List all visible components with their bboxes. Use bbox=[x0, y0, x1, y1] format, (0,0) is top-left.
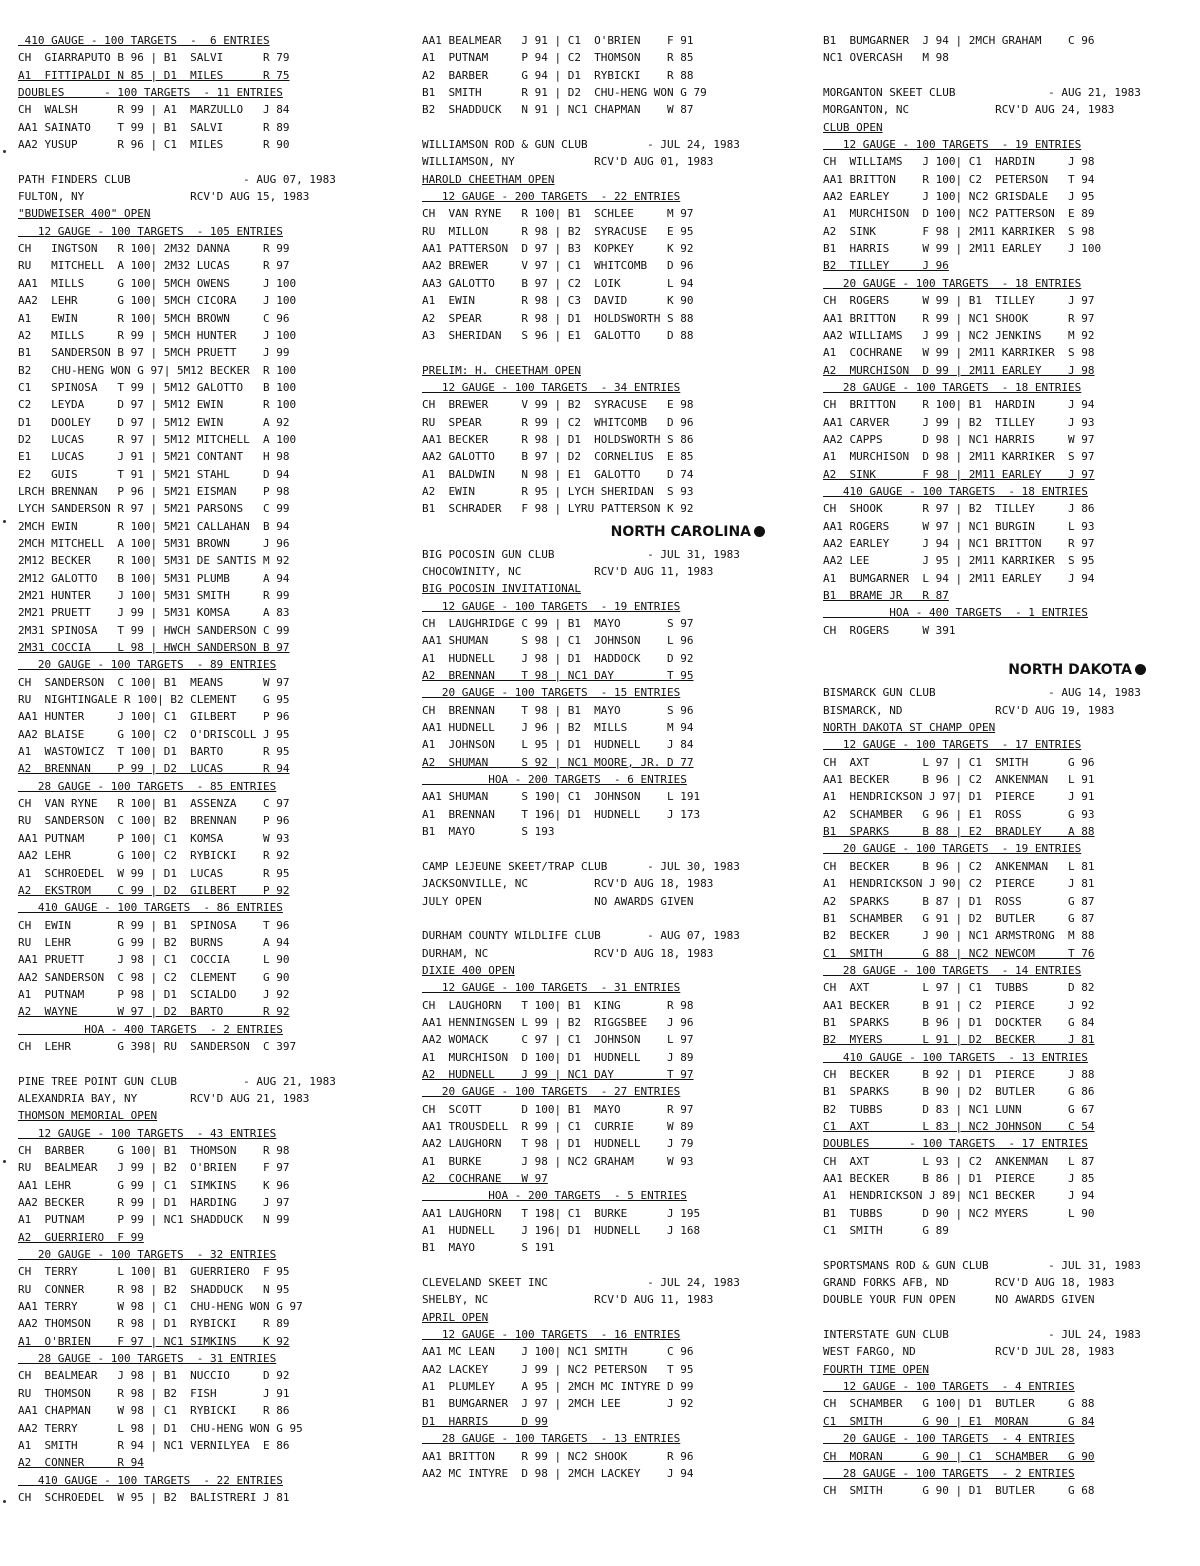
result-row: RU MILLON R 98 | B2 SYRACUSE E 95 bbox=[422, 224, 694, 238]
result-row: CH SHOOK R 97 | B2 TILLEY J 86 bbox=[823, 502, 1095, 516]
result-row: D2 LUCAS R 97 | 5M12 MITCHELL A 100 bbox=[18, 432, 297, 446]
result-row: AA2 GALOTTO B 97 | D2 CORNELIUS E 85 bbox=[422, 450, 694, 464]
result-row: A1 JOHNSON L 95 | D1 HUDNELL J 84 bbox=[422, 738, 694, 752]
result-row: CH BEALMEAR J 98 | B1 NUCCIO D 92 bbox=[18, 1369, 290, 1383]
result-row: AA3 GALOTTO B 97 | C2 LOIK L 94 bbox=[422, 276, 694, 290]
result-row: A1 BALDWIN N 98 | E1 GALOTTO D 74 bbox=[422, 467, 694, 481]
result-row: AA1 PRUETT J 98 | C1 COCCIA L 90 bbox=[18, 953, 290, 967]
result-row: AA2 SANDERSON C 98 | C2 CLEMENT G 90 bbox=[18, 970, 290, 984]
result-row: CH BRITTON R 100| B1 HARDIN J 94 bbox=[823, 398, 1095, 412]
result-row: A1 PUTNAM P 98 | D1 SCIALDO J 92 bbox=[18, 987, 290, 1001]
result-row: A1 BRENNAN T 196| D1 HUDNELL J 173 bbox=[422, 807, 701, 821]
category-header: 20 GAUGE - 100 TARGETS - 27 ENTRIES bbox=[422, 1085, 681, 1099]
result-row: 2MCH EWIN R 100| 5M21 CALLAHAN B 94 bbox=[18, 519, 290, 533]
result-row: CH AXT L 97 | C1 SMITH G 96 bbox=[823, 755, 1095, 769]
event-info: INTERSTATE GUN CLUB - JUL 24, 1983 bbox=[823, 1328, 1141, 1342]
result-row: B1 SANDERSON B 97 | 5MCH PRUETT J 99 bbox=[18, 346, 290, 360]
spacer bbox=[823, 1309, 1148, 1326]
category-header: DOUBLES - 100 TARGETS - 17 ENTRIES bbox=[823, 1137, 1088, 1151]
results-column-left bbox=[18, 32, 368, 1506]
result-row: AA1 BECKER B 91 | C2 PIERCE J 92 bbox=[823, 998, 1095, 1012]
result-row: B1 TUBBS D 90 | NC2 MYERS L 90 bbox=[823, 1206, 1095, 1220]
event-info: CHOCOWINITY, NC RCV'D AUG 11, 1983 bbox=[422, 564, 714, 578]
spacer bbox=[823, 639, 1148, 656]
result-row: 2M31 COCCIA L 98 | HWCH SANDERSON B 97 bbox=[18, 641, 290, 655]
result-row: B1 MAYO S 191 bbox=[422, 1241, 555, 1255]
result-row: B2 BECKER J 90 | NC1 ARMSTRONG M 88 bbox=[823, 929, 1095, 943]
result-row: A2 WAYNE W 97 | D2 BARTO R 92 bbox=[18, 1005, 290, 1019]
event-info: MORGANTON SKEET CLUB - AUG 21, 1983 bbox=[823, 86, 1141, 100]
event-info: THOMSON MEMORIAL OPEN bbox=[18, 1109, 158, 1123]
result-row: AA1 SHUMAN S 190| C1 JOHNSON L 191 bbox=[422, 790, 701, 804]
result-row: AA1 LAUGHORN T 198| C1 BURKE J 195 bbox=[422, 1206, 701, 1220]
result-row: AA1 BECKER B 96 | C2 ANKENMAN L 91 bbox=[823, 773, 1095, 787]
result-row: B2 TUBBS D 83 | NC1 LUNN G 67 bbox=[823, 1102, 1095, 1116]
result-row: CH VAN RYNE R 100| B1 ASSENZA C 97 bbox=[18, 797, 290, 811]
result-row: AA1 SAINATO T 99 | B1 SALVI R 89 bbox=[18, 120, 290, 134]
result-row: CH TERRY L 100| B1 GUERRIERO F 95 bbox=[18, 1265, 290, 1279]
result-row: B1 SMITH R 91 | D2 CHU-HENG WON G 79 bbox=[422, 86, 707, 100]
result-row: JULY OPEN NO AWARDS GIVEN bbox=[422, 894, 694, 908]
event-info: SPORTSMANS ROD & GUN CLUB - JUL 31, 1983 bbox=[823, 1258, 1141, 1272]
result-row: A2 SHUMAN S 92 | NC1 MOORE, JR. D 77 bbox=[422, 755, 694, 769]
result-row: AA2 YUSUP R 96 | C1 MILES R 90 bbox=[18, 138, 290, 152]
result-row: RU SPEAR R 99 | C2 WHITCOMB D 96 bbox=[422, 415, 694, 429]
event-info: GRAND FORKS AFB, ND RCV'D AUG 18, 1983 bbox=[823, 1276, 1115, 1290]
result-row: A1 HENDRICKSON J 90| C2 PIERCE J 81 bbox=[823, 877, 1095, 891]
category-header: 12 GAUGE - 100 TARGETS - 4 ENTRIES bbox=[823, 1380, 1075, 1394]
result-row: AA2 THOMSON R 98 | D1 RYBICKI R 89 bbox=[18, 1317, 290, 1331]
result-row: A1 WASTOWICZ T 100| D1 BARTO R 95 bbox=[18, 745, 290, 759]
result-row: AA1 CARVER J 99 | B2 TILLEY J 93 bbox=[823, 415, 1095, 429]
result-row: AA1 LEHR G 99 | C1 SIMKINS K 96 bbox=[18, 1178, 290, 1192]
category-header: 12 GAUGE - 100 TARGETS - 19 ENTRIES bbox=[422, 599, 681, 613]
event-info: PRELIM: H. CHEETHAM OPEN bbox=[422, 363, 581, 377]
result-row: B1 BUMGARNER J 94 | 2MCH GRAHAM C 96 bbox=[823, 34, 1095, 47]
scan-mark bbox=[3, 520, 6, 523]
result-row: CH LAUGHRIDGE C 99 | B1 MAYO S 97 bbox=[422, 617, 694, 630]
category-header: 28 GAUGE - 100 TARGETS - 18 ENTRIES bbox=[823, 380, 1082, 394]
result-row: AA1 TERRY W 98 | C1 CHU-HENG WON G 97 bbox=[18, 1300, 303, 1314]
result-row: A1 FITTIPALDI N 85 | D1 MILES R 75 bbox=[18, 68, 290, 82]
result-row: RU NIGHTINGALE R 100| B2 CLEMENT G 95 bbox=[18, 693, 290, 707]
event-info: NORTH DAKOTA ST CHAMP OPEN bbox=[823, 721, 996, 735]
category-header: 28 GAUGE - 100 TARGETS - 2 ENTRIES bbox=[823, 1466, 1075, 1480]
state-name: NORTH CAROLINA bbox=[610, 523, 751, 540]
spacer bbox=[422, 119, 767, 136]
category-header: 20 GAUGE - 100 TARGETS - 15 ENTRIES bbox=[422, 686, 681, 700]
result-row: CH SMITH G 90 | D1 BUTLER G 68 bbox=[823, 1484, 1095, 1498]
result-row: B2 MYERS L 91 | D2 BECKER J 81 bbox=[823, 1033, 1095, 1047]
result-row: AA2 TERRY L 98 | D1 CHU-HENG WON G 95 bbox=[18, 1421, 303, 1435]
result-row: AA2 LAUGHORN T 98 | D1 HUDNELL J 79 bbox=[422, 1137, 694, 1151]
result-row: A2 COCHRANE W 97 bbox=[422, 1172, 548, 1185]
result-row: B1 BRAME JR R 87 bbox=[823, 589, 949, 602]
bullet-icon bbox=[754, 526, 765, 537]
category-header: HOA - 200 TARGETS - 5 ENTRIES bbox=[422, 1189, 687, 1203]
scan-mark bbox=[3, 1500, 6, 1503]
result-row: A2 SCHAMBER G 96 | E1 ROSS G 93 bbox=[823, 807, 1095, 821]
result-row: A2 BRENNAN P 99 | D2 LUCAS R 94 bbox=[18, 762, 290, 776]
result-row: A1 SCHROEDEL W 99 | D1 LUCAS R 95 bbox=[18, 866, 290, 880]
spacer bbox=[823, 67, 1148, 84]
result-row: AA1 CHAPMAN W 98 | C1 RYBICKI R 86 bbox=[18, 1404, 290, 1418]
event-info: DURHAM COUNTY WILDLIFE CLUB - AUG 07, 1983 bbox=[422, 929, 740, 943]
result-row: B1 SPARKS B 96 | D1 DOCKTER G 84 bbox=[823, 1015, 1095, 1029]
result-row: A1 PLUMLEY A 95 | 2MCH MC INTYRE D 99 bbox=[422, 1380, 694, 1394]
result-row: AA2 LEE J 95 | 2M11 KARRIKER S 95 bbox=[823, 554, 1095, 568]
category-header: 12 GAUGE - 100 TARGETS - 17 ENTRIES bbox=[823, 738, 1082, 752]
result-row: A1 BURKE J 98 | NC2 GRAHAM W 93 bbox=[422, 1154, 694, 1168]
result-row: AA1 MC LEAN J 100| NC1 SMITH C 96 bbox=[422, 1345, 694, 1359]
result-row: A2 EKSTROM C 99 | D2 GILBERT P 92 bbox=[18, 883, 290, 897]
result-row: 2MCH MITCHELL A 100| 5M31 BROWN J 96 bbox=[18, 536, 290, 550]
scan-mark bbox=[3, 150, 6, 153]
bullet-icon bbox=[1135, 664, 1146, 675]
category-header: 12 GAUGE - 100 TARGETS - 105 ENTRIES bbox=[18, 224, 283, 238]
result-row: C1 SMITH G 90 | E1 MORAN G 84 bbox=[823, 1414, 1095, 1428]
result-row: CH WALSH R 99 | A1 MARZULLO J 84 bbox=[18, 103, 290, 117]
category-header: 12 GAUGE - 100 TARGETS - 16 ENTRIES bbox=[422, 1328, 681, 1342]
result-row: CH SCHAMBER G 100| D1 BUTLER G 88 bbox=[823, 1397, 1095, 1411]
result-row: AA2 LACKEY J 99 | NC2 PETERSON T 95 bbox=[422, 1362, 694, 1376]
result-row: CH WILLIAMS J 100| C1 HARDIN J 98 bbox=[823, 155, 1095, 169]
category-header: 12 GAUGE - 100 TARGETS - 19 ENTRIES bbox=[823, 138, 1082, 152]
result-row: B1 SCHRADER F 98 | LYRU PATTERSON K 92 bbox=[422, 502, 694, 516]
result-row: A1 MURCHISON D 100| D1 HUDNELL J 89 bbox=[422, 1050, 694, 1064]
category-header: DOUBLES - 100 TARGETS - 11 ENTRIES bbox=[18, 86, 283, 100]
result-row: AA1 BRITTON R 99 | NC2 SHOOK R 96 bbox=[422, 1449, 694, 1463]
results-column-middle bbox=[422, 32, 767, 1482]
result-row: B1 BUMGARNER J 97 | 2MCH LEE J 92 bbox=[422, 1397, 694, 1411]
result-row: CH ROGERS W 99 | B1 TILLEY J 97 bbox=[823, 294, 1095, 308]
result-row: AA1 HUDNELL J 96 | B2 MILLS M 94 bbox=[422, 721, 694, 735]
result-row: PATH FINDERS CLUB - AUG 07, 1983 bbox=[18, 172, 336, 186]
result-row: CH EWIN R 99 | B1 SPINOSA T 96 bbox=[18, 918, 290, 932]
event-info: JACKSONVILLE, NC RCV'D AUG 18, 1983 bbox=[422, 877, 714, 891]
result-row: A2 BRENNAN T 98 | NC1 DAY T 95 bbox=[422, 669, 694, 683]
result-row: AA2 LEHR G 100| C2 RYBICKI R 92 bbox=[18, 849, 290, 863]
result-row: BIG POCOSIN INVITATIONAL bbox=[422, 582, 581, 596]
result-row: CH INGTSON R 100| 2M32 DANNA R 99 bbox=[18, 242, 290, 256]
result-row: NC1 OVERCASH M 98 bbox=[823, 51, 949, 65]
result-row: RU BEALMEAR J 99 | B2 O'BRIEN F 97 bbox=[18, 1161, 290, 1175]
result-row: RU THOMSON R 98 | B2 FISH J 91 bbox=[18, 1386, 290, 1400]
category-header: 20 GAUGE - 100 TARGETS - 19 ENTRIES bbox=[823, 842, 1082, 856]
result-row: CH BRENNAN T 98 | B1 MAYO S 96 bbox=[422, 703, 694, 717]
event-info: MORGANTON, NC RCV'D AUG 24, 1983 bbox=[823, 103, 1115, 117]
result-row: RU SANDERSON C 100| B2 BRENNAN P 96 bbox=[18, 814, 290, 828]
result-row: AA2 BREWER V 97 | C1 WHITCOMB D 96 bbox=[422, 259, 694, 273]
spacer bbox=[18, 1055, 368, 1072]
result-row: A2 HUDNELL J 99 | NC1 DAY T 97 bbox=[422, 1067, 694, 1081]
category-header: 28 GAUGE - 100 TARGETS - 85 ENTRIES bbox=[18, 779, 277, 793]
spacer bbox=[422, 910, 767, 927]
result-row: AA2 LEHR G 100| 5MCH CICORA J 100 bbox=[18, 294, 297, 308]
category-header: 12 GAUGE - 100 TARGETS - 31 ENTRIES bbox=[422, 981, 681, 995]
result-row: PINE TREE POINT GUN CLUB - AUG 21, 1983 bbox=[18, 1074, 336, 1088]
category-header: 410 GAUGE - 100 TARGETS - 6 ENTRIES bbox=[18, 34, 270, 47]
result-row: A2 SPARKS B 87 | D1 ROSS G 87 bbox=[823, 894, 1095, 908]
result-row: A2 CONNER R 94 bbox=[18, 1456, 144, 1470]
category-header: HOA - 400 TARGETS - 1 ENTRIES bbox=[823, 606, 1088, 620]
event-info: FULTON, NY RCV'D AUG 15, 1983 bbox=[18, 190, 310, 204]
results-column-right bbox=[823, 32, 1148, 1500]
result-row: CH SCHROEDEL W 95 | B2 BALISTRERI J 81 bbox=[18, 1490, 290, 1504]
result-row: A2 GUERRIERO F 99 bbox=[18, 1230, 144, 1244]
result-row: C1 AXT L 83 | NC2 JOHNSON C 54 bbox=[823, 1119, 1095, 1133]
category-header: 28 GAUGE - 100 TARGETS - 31 ENTRIES bbox=[18, 1352, 277, 1366]
result-row: CH BECKER B 92 | D1 PIERCE J 88 bbox=[823, 1067, 1095, 1081]
result-row: AA2 CAPPS D 98 | NC1 HARRIS W 97 bbox=[823, 432, 1095, 446]
result-row: AA1 BECKER B 86 | D1 PIERCE J 85 bbox=[823, 1172, 1095, 1185]
result-row: AA1 SHUMAN S 98 | C1 JOHNSON L 96 bbox=[422, 634, 694, 648]
result-row: WEST FARGO, ND RCV'D JUL 28, 1983 bbox=[823, 1345, 1115, 1359]
result-row: A1 HENDRICKSON J 97| D1 PIERCE J 91 bbox=[823, 790, 1095, 804]
result-row: CH LEHR G 398| RU SANDERSON C 397 bbox=[18, 1039, 297, 1053]
result-row: CH BARBER G 100| B1 THOMSON R 98 bbox=[18, 1144, 290, 1157]
result-row: A1 EWIN R 98 | C3 DAVID K 90 bbox=[422, 294, 694, 308]
result-row: B2 CHU-HENG WON G 97| 5M12 BECKER R 100 bbox=[18, 363, 297, 377]
event-info: WILLIAMSON ROD & GUN CLUB - JUL 24, 1983 bbox=[422, 138, 740, 152]
result-row: CH LAUGHORN T 100| B1 KING R 98 bbox=[422, 998, 694, 1012]
result-row: A3 SHERIDAN S 96 | E1 GALOTTO D 88 bbox=[422, 328, 694, 342]
result-row: CH GIARRAPUTO B 96 | B1 SALVI R 79 bbox=[18, 51, 290, 65]
result-row: A1 HUDNELL J 98 | D1 HADDOCK D 92 bbox=[422, 651, 694, 665]
category-header: 410 GAUGE - 100 TARGETS - 22 ENTRIES bbox=[18, 1473, 283, 1487]
scan-mark bbox=[3, 1160, 6, 1163]
result-row: CH SCOTT D 100| B1 MAYO R 97 bbox=[422, 1102, 694, 1116]
result-row: A1 HUDNELL J 196| D1 HUDNELL J 168 bbox=[422, 1224, 701, 1238]
result-row: LRCH BRENNAN P 96 | 5M21 EISMAN P 98 bbox=[18, 484, 290, 498]
result-row: 2M12 GALOTTO B 100| 5M31 PLUMB A 94 bbox=[18, 571, 290, 585]
result-row: A1 PUTNAM P 99 | NC1 SHADDUCK N 99 bbox=[18, 1213, 290, 1227]
result-row: AA2 WOMACK C 97 | C1 JOHNSON L 97 bbox=[422, 1033, 694, 1047]
result-row: AA2 EARLEY J 94 | NC1 BRITTON R 97 bbox=[823, 536, 1095, 550]
result-row: AA1 HUNTER J 100| C1 GILBERT P 96 bbox=[18, 710, 290, 724]
result-row: AA2 EARLEY J 100| NC2 GRISDALE J 95 bbox=[823, 190, 1095, 204]
result-row: AA1 PUTNAM P 100| C1 KOMSA W 93 bbox=[18, 831, 290, 845]
result-row: AA1 BRITTON R 99 | NC1 SHOOK R 97 bbox=[823, 311, 1095, 325]
category-header: 20 GAUGE - 100 TARGETS - 32 ENTRIES bbox=[18, 1248, 277, 1262]
result-row: E2 GUIS T 91 | 5M21 STAHL D 94 bbox=[18, 467, 290, 481]
result-row: B1 SCHAMBER G 91 | D2 BUTLER G 87 bbox=[823, 911, 1095, 925]
result-row: A1 MURCHISON D 100| NC2 PATTERSON E 89 bbox=[823, 207, 1095, 221]
event-info: FOURTH TIME OPEN bbox=[823, 1362, 929, 1376]
event-info: ALEXANDRIA BAY, NY RCV'D AUG 21, 1983 bbox=[18, 1091, 310, 1105]
category-header: 410 GAUGE - 100 TARGETS - 18 ENTRIES bbox=[823, 484, 1088, 498]
result-row: AA2 WILLIAMS J 99 | NC2 JENKINS M 92 bbox=[823, 328, 1095, 342]
result-row: CH MORAN G 90 | C1 SCHAMBER G 90 bbox=[823, 1449, 1095, 1463]
result-row: C1 SPINOSA T 99 | 5M12 GALOTTO B 100 bbox=[18, 380, 297, 394]
category-header: 20 GAUGE - 100 TARGETS - 89 ENTRIES bbox=[18, 658, 277, 672]
result-row: AA2 BECKER R 99 | D1 HARDING J 97 bbox=[18, 1196, 290, 1210]
category-header: 12 GAUGE - 100 TARGETS - 34 ENTRIES bbox=[422, 380, 681, 394]
event-info: WILLIAMSON, NY RCV'D AUG 01, 1983 bbox=[422, 155, 714, 169]
result-row: A2 MURCHISON D 99 | 2M11 EARLEY J 98 bbox=[823, 363, 1095, 377]
event-info: BISMARCK, ND RCV'D AUG 19, 1983 bbox=[823, 703, 1115, 717]
event-info: APRIL OPEN bbox=[422, 1310, 489, 1324]
category-header: 12 GAUGE - 200 TARGETS - 22 ENTRIES bbox=[422, 190, 681, 204]
event-info: CLEVELAND SKEET INC - JUL 24, 1983 bbox=[422, 1276, 740, 1290]
category-header: 20 GAUGE - 100 TARGETS - 4 ENTRIES bbox=[823, 1432, 1075, 1446]
result-row: A2 SINK F 98 | 2M11 EARLEY J 97 bbox=[823, 467, 1095, 481]
result-row: A2 SINK F 98 | 2M11 KARRIKER S 98 bbox=[823, 224, 1095, 238]
result-row: AA1 PATTERSON D 97 | B3 KOPKEY K 92 bbox=[422, 242, 694, 256]
state-heading bbox=[823, 656, 1148, 684]
result-row: AA1 BEALMEAR J 91 | C1 O'BRIEN F 91 bbox=[422, 34, 694, 47]
result-row: AA1 TROUSDELL R 99 | C1 CURRIE W 89 bbox=[422, 1119, 694, 1133]
result-row: 2M21 HUNTER J 100| 5M31 SMITH R 99 bbox=[18, 589, 290, 602]
result-row: A1 COCHRANE W 99 | 2M11 KARRIKER S 98 bbox=[823, 346, 1095, 360]
result-row: CH AXT L 93 | C2 ANKENMAN L 87 bbox=[823, 1154, 1095, 1168]
result-row: AA1 HENNINGSEN L 99 | B2 RIGGSBEE J 96 bbox=[422, 1015, 694, 1029]
event-info: "BUDWEISER 400" OPEN bbox=[18, 207, 151, 221]
result-row: B1 MAYO S 193 bbox=[422, 825, 555, 839]
result-row: A1 SMITH R 94 | NC1 VERNILYEA E 86 bbox=[18, 1438, 290, 1452]
spacer bbox=[422, 1257, 767, 1274]
result-row: RU CONNER R 98 | B2 SHADDUCK N 95 bbox=[18, 1282, 290, 1296]
result-row: C2 LEYDA D 97 | 5M12 EWIN R 100 bbox=[18, 398, 297, 412]
result-row: AA2 MC INTYRE D 98 | 2MCH LACKEY J 94 bbox=[422, 1466, 694, 1480]
result-row: A1 EWIN R 100| 5MCH BROWN C 96 bbox=[18, 311, 290, 325]
category-header: 20 GAUGE - 100 TARGETS - 18 ENTRIES bbox=[823, 276, 1082, 290]
result-row: CAMP LEJEUNE SKEET/TRAP CLUB - JUL 30, 1983 bbox=[422, 859, 740, 873]
result-row: D1 DOOLEY D 97 | 5M12 EWIN A 92 bbox=[18, 415, 290, 429]
result-row: A2 EWIN R 95 | LYCH SHERIDAN S 93 bbox=[422, 484, 694, 498]
result-row: CH BECKER B 96 | C2 ANKENMAN L 81 bbox=[823, 859, 1095, 873]
result-row: B1 SPARKS B 88 | E2 BRADLEY A 88 bbox=[823, 825, 1095, 839]
category-header: 28 GAUGE - 100 TARGETS - 13 ENTRIES bbox=[422, 1432, 681, 1446]
event-info: DIXIE 400 OPEN bbox=[422, 963, 515, 977]
state-name: NORTH DAKOTA bbox=[1008, 662, 1132, 679]
result-row: A1 HENDRICKSON J 89| NC1 BECKER J 94 bbox=[823, 1189, 1095, 1203]
result-row: AA2 BLAISE G 100| C2 O'DRISCOLL J 95 bbox=[18, 727, 290, 741]
result-row: 2M31 SPINOSA T 99 | HWCH SANDERSON C 99 bbox=[18, 623, 290, 637]
result-row: 2M12 BECKER R 100| 5M31 DE SANTIS M 92 bbox=[18, 554, 290, 568]
category-header: 28 GAUGE - 100 TARGETS - 14 ENTRIES bbox=[823, 963, 1082, 977]
result-row: CH AXT L 97 | C1 TUBBS D 82 bbox=[823, 981, 1095, 995]
result-row: E1 LUCAS J 91 | 5M21 CONTANT H 98 bbox=[18, 450, 290, 464]
result-row: A2 MILLS R 99 | 5MCH HUNTER J 100 bbox=[18, 328, 297, 342]
result-row: AA1 BRITTON R 100| C2 PETERSON T 94 bbox=[823, 172, 1095, 186]
spacer bbox=[823, 1239, 1148, 1256]
event-info: DOUBLE YOUR FUN OPEN NO AWARDS GIVEN bbox=[823, 1293, 1095, 1307]
result-row: D1 HARRIS D 99 bbox=[422, 1414, 548, 1428]
result-row: LYCH SANDERSON R 97 | 5M21 PARSONS C 99 bbox=[18, 502, 290, 516]
result-row: CH SANDERSON C 100| B1 MEANS W 97 bbox=[18, 675, 290, 689]
state-heading bbox=[422, 518, 767, 546]
category-header: 12 GAUGE - 100 TARGETS - 43 ENTRIES bbox=[18, 1126, 277, 1140]
spacer bbox=[422, 344, 767, 361]
result-row: A2 SPEAR R 98 | D1 HOLDSWORTH S 88 bbox=[422, 311, 694, 325]
result-row: B2 SHADDUCK N 91 | NC1 CHAPMAN W 87 bbox=[422, 103, 694, 117]
result-row: RU MITCHELL A 100| 2M32 LUCAS R 97 bbox=[18, 259, 290, 273]
result-row: B1 HARRIS W 99 | 2M11 EARLEY J 100 bbox=[823, 242, 1102, 256]
result-row: C1 SMITH G 88 | NC2 NEWCOM T 76 bbox=[823, 946, 1095, 960]
result-row: AA1 ROGERS W 97 | NC1 BURGIN L 93 bbox=[823, 519, 1095, 533]
result-row: CH VAN RYNE R 100| B1 SCHLEE M 97 bbox=[422, 207, 694, 221]
result-row: CH ROGERS W 391 bbox=[823, 623, 956, 637]
result-row: BIG POCOSIN GUN CLUB - JUL 31, 1983 bbox=[422, 547, 740, 561]
result-row: A1 O'BRIEN F 97 | NC1 SIMKINS K 92 bbox=[18, 1334, 290, 1348]
result-row: AA1 BECKER R 98 | D1 HOLDSWORTH S 86 bbox=[422, 432, 694, 446]
result-row: A1 MURCHISON D 98 | 2M11 KARRIKER S 97 bbox=[823, 450, 1095, 464]
result-row: C1 SMITH G 89 bbox=[823, 1224, 949, 1238]
event-info: DURHAM, NC RCV'D AUG 18, 1983 bbox=[422, 946, 714, 960]
category-header: HOA - 200 TARGETS - 6 ENTRIES bbox=[422, 773, 687, 787]
result-row: A1 PUTNAM P 94 | C2 THOMSON R 85 bbox=[422, 51, 694, 65]
category-header: 410 GAUGE - 100 TARGETS - 86 ENTRIES bbox=[18, 901, 283, 915]
result-row: 2M21 PRUETT J 99 | 5M31 KOMSA A 83 bbox=[18, 606, 290, 620]
event-info: BISMARCK GUN CLUB - AUG 14, 1983 bbox=[823, 686, 1141, 700]
result-row: CH BREWER V 99 | B2 SYRACUSE E 98 bbox=[422, 398, 694, 412]
result-row: CLUB OPEN bbox=[823, 120, 883, 134]
spacer bbox=[422, 840, 767, 857]
event-info: SHELBY, NC RCV'D AUG 11, 1983 bbox=[422, 1293, 714, 1307]
spacer bbox=[18, 153, 368, 170]
result-row: B1 SPARKS B 90 | D2 BUTLER G 86 bbox=[823, 1085, 1095, 1099]
category-header: 410 GAUGE - 100 TARGETS - 13 ENTRIES bbox=[823, 1050, 1088, 1064]
result-row: AA1 MILLS G 100| 5MCH OWENS J 100 bbox=[18, 276, 297, 290]
result-row: A2 BARBER G 94 | D1 RYBICKI R 88 bbox=[422, 68, 694, 82]
category-header: HOA - 400 TARGETS - 2 ENTRIES bbox=[18, 1022, 283, 1036]
result-row: A1 BUMGARNER L 94 | 2M11 EARLEY J 94 bbox=[823, 571, 1095, 585]
result-row: RU LEHR G 99 | B2 BURNS A 94 bbox=[18, 935, 290, 949]
event-info: HAROLD CHEETHAM OPEN bbox=[422, 172, 555, 186]
result-row: B2 TILLEY J 96 bbox=[823, 259, 949, 273]
